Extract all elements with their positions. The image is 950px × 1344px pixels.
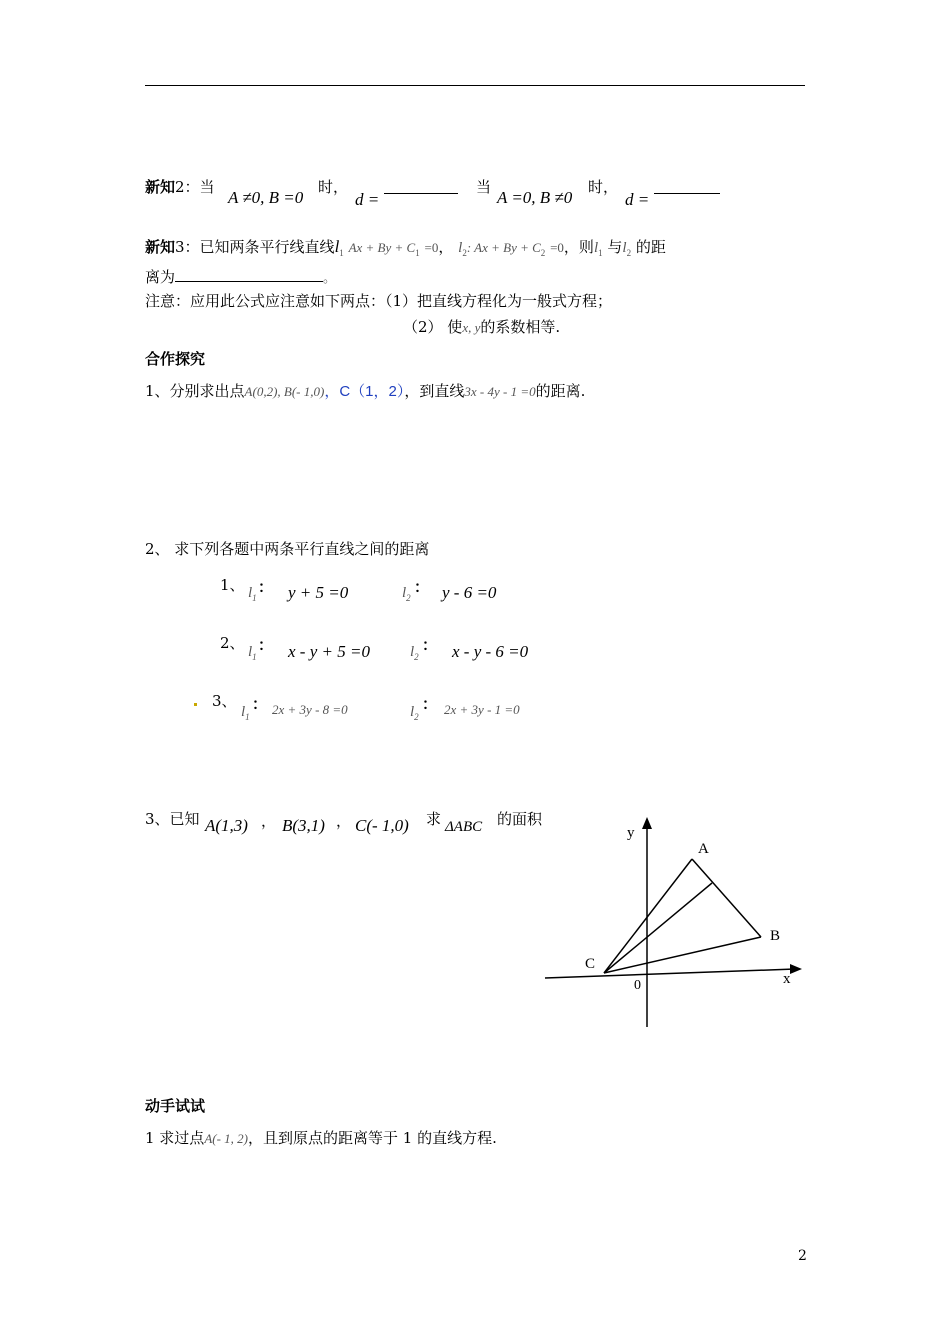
q3-qiu: 求 [426,810,442,828]
q2-item3-l2-l: l [410,704,415,720]
q3-sep2: ， [336,812,352,830]
q1-prefix: 1、分别求出点 [145,382,245,400]
xinzhi3-line2-text: 离为 [145,268,176,286]
xinzhi2-cond2: A =0, B ≠0 [497,188,573,207]
q3-tri: ΔABC [445,819,483,835]
xinzhi2-shi1: 时， [318,178,349,196]
xinzhi2-cond1: A ≠0, B =0 [228,188,304,207]
q2-item3-eq2: 2x + 3y - 1 =0 [444,702,520,717]
xinzhi3-comma: ， [438,238,454,256]
label-y: y [627,825,635,841]
q2-item1-num: 1、 [220,576,245,594]
q3-B: B(3,1) [282,816,325,835]
q2-item3-l1 [241,703,250,723]
q1-suffix: 的距离. [535,382,586,400]
xinzhi2-label [145,178,215,196]
heading-dongshou: 动手试试 [145,1097,206,1115]
xinzhi3-eq1end: =0 [424,240,439,255]
xinzhi3-line2 [145,267,336,287]
xinzhi3-blank[interactable] [175,267,323,282]
q2-item3-colon1: ： [252,695,268,713]
label-O: 0 [634,978,641,993]
xinzhi3-l2: l [458,240,463,256]
q3-prefix: 3、已知 [145,810,200,828]
x-axis [545,969,795,978]
q1-line-eq: 3x - 4y - 1 =0 [464,384,536,399]
q2-item3-l2 [410,703,419,723]
y-axis-arrow [642,817,652,829]
q2-item1-eq1: y + 5 =0 [288,583,349,602]
q1-points: A(0,2), B(- 1,0) [244,384,325,399]
q3-suffix: 的面积 [497,810,543,828]
xinzhi3-bold: 新知 [145,238,176,256]
label-C: C [585,956,596,972]
q4-line [145,1129,497,1147]
q4-suffix: ，且到原点的距离等于 1 的直线方程. [248,1129,497,1147]
xinzhi3-yu: 与 [607,238,623,256]
label-A: A [698,841,709,857]
q2-item2-l1 [248,643,257,663]
note-line2a: （2） 使 [403,318,463,336]
q2-item1-l1-sub: 1 [252,593,257,603]
xinzhi3-l1bsub: 1 [598,248,603,258]
note-line2 [403,318,560,336]
xinzhi3-text3: 的距 [635,238,666,256]
q2-item2-l2-l: l [410,644,415,660]
stray-dot [194,703,197,706]
xinzhi3-text1: 3：已知两条平行线直线 [175,238,335,256]
label-B: B [770,928,781,944]
median-line [604,883,712,973]
q3-C: C(- 1,0) [355,816,409,835]
q2-item1-l2-sub: 2 [406,593,411,603]
q2-item1-colon1: ： [258,578,274,596]
side-AB [692,859,761,937]
q2-item3-num: 3、 [212,692,237,710]
q2-title: 2、 求下列各题中两条平行直线之间的距离 [145,540,430,558]
xinzhi3-l2bsub: 2 [626,248,632,258]
q2-item2-eq2: x - y - 6 =0 [452,642,529,661]
q2-item3-l1-l: l [241,704,246,720]
q2-item2-num: 2、 [220,634,245,652]
q2-item1-l1 [248,584,257,604]
xinzhi3-text2: ，则 [563,238,594,256]
note-xy: x, y [462,320,481,335]
xinzhi2-dang2: 当 [476,178,492,196]
xinzhi3-l1sub: 1 [339,248,344,258]
q2-item2-l1-sub: 1 [252,652,257,662]
q2-item2-l2 [410,643,419,663]
xinzhi2-shi2: 时， [588,178,619,196]
q2-item1-l2-l: l [402,585,407,601]
page-number: 2 [798,1248,807,1264]
q2-item3-l1-sub: 1 [245,712,250,722]
xinzhi3-period: 。 [323,271,337,286]
xinzhi2-d2: d = [625,190,650,209]
header-rule [145,85,805,86]
q1-comma: ， [324,382,340,400]
q2-item1-eq2: y - 6 =0 [442,583,497,602]
xinzhi3-l2sub: 2 [462,248,467,258]
q2-item2-colon1: ： [258,636,274,654]
q2-item2-colon2: ： [422,636,438,654]
q4-prefix: 1 求过点 [145,1129,205,1147]
xinzhi3-l2b: l [622,240,627,256]
q3-sep1: ， [261,812,277,830]
xinzhi3-l1: l [334,237,340,256]
xinzhi3-eq1: Ax + By + C [348,240,416,255]
q2-item3-l2-sub: 2 [414,712,419,722]
q1-pointC: C（1，2） [339,383,405,400]
q2-item3-colon2: ： [422,695,438,713]
q2-item1-l2 [402,584,411,604]
xinzhi3-line1 [145,237,666,259]
xinzhi3-eq1sub: 1 [415,248,420,258]
label-x: x [783,971,791,987]
q2-item3-eq1: 2x + 3y - 8 =0 [272,702,348,717]
heading-hezuo: 合作探究 [145,350,206,368]
q2-item1-l1-l: l [248,585,253,601]
xinzhi2-d1: d = [355,190,380,209]
q2-item2-l1-l: l [248,644,253,660]
q1-mid: ，到直线 [404,382,465,400]
triangle-figure [540,815,810,1030]
q3-A: A(1,3) [205,816,248,835]
q2-item2-l2-sub: 2 [414,652,419,662]
xinzhi3-eq2sub: 2 [540,248,546,258]
xinzhi2-bold: 新知 [145,178,176,196]
xinzhi2-num: 2：当 [175,178,215,196]
xinzhi3-eq2end: =0 [550,240,564,255]
note-line2b: 的系数相等. [480,318,561,336]
xinzhi3-eq2: : Ax + By + C [466,240,541,255]
xinzhi2-blank2[interactable] [654,193,720,194]
xinzhi2-blank1[interactable] [384,193,458,194]
q4-point: A(- 1, 2) [204,1131,248,1146]
note-line1: 注意：应用此公式应注意如下两点：（1）把直线方程化为一般式方程； [145,292,613,310]
q1-line [145,382,585,401]
x-axis-arrow [790,964,802,974]
xinzhi3-l1b: l [593,240,599,256]
q2-item1-colon2: ： [414,578,430,596]
q2-item2-eq1: x - y + 5 =0 [288,642,370,661]
